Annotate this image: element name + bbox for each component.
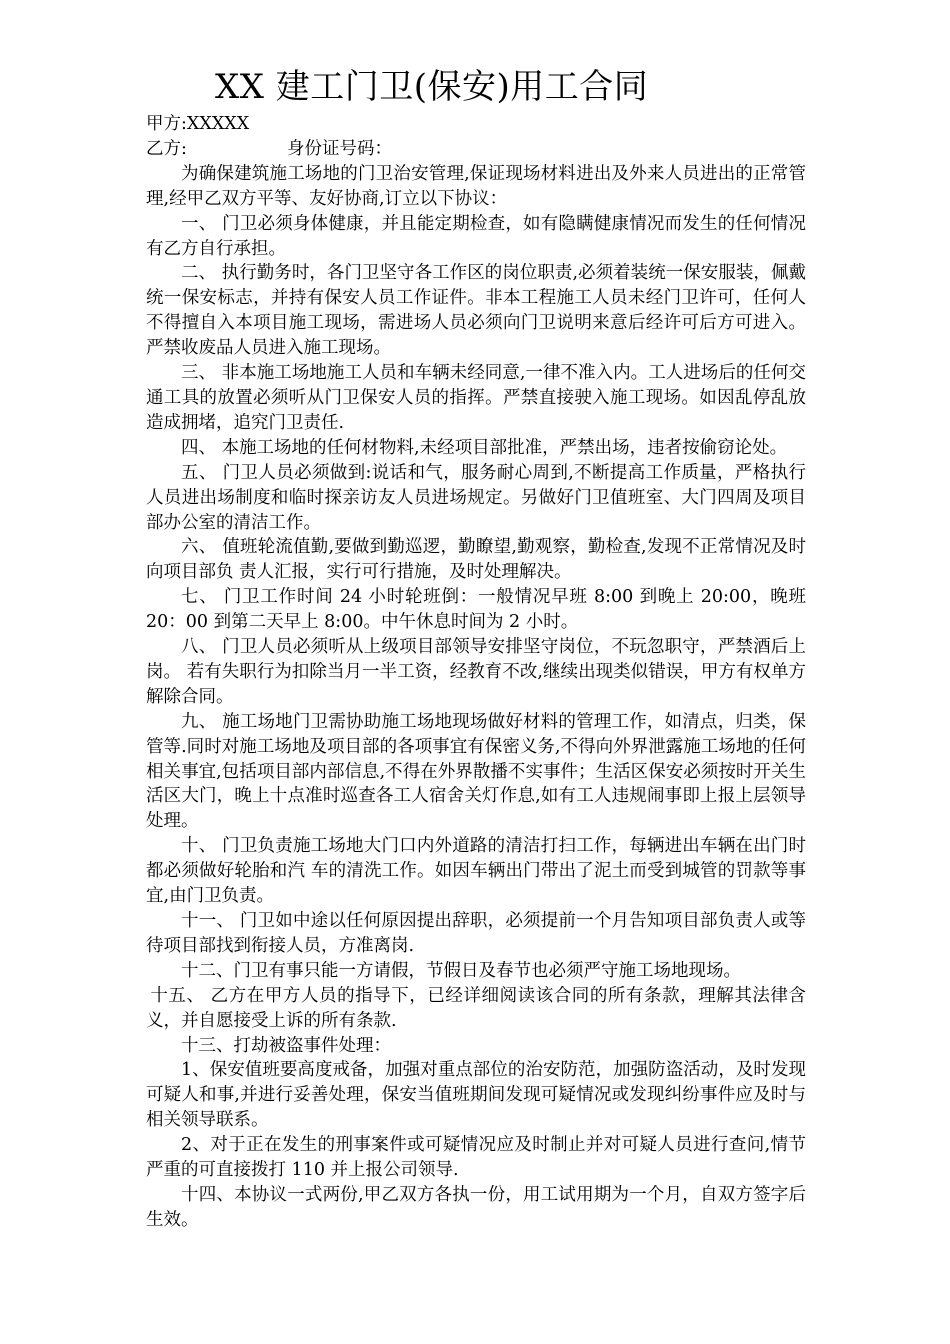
clause-2: 二、 执行勤务时，各门卫坚守各工作区的岗位职责,必须着装统一保安服装，佩戴统一保安标志，并持有保安人员工作证件。非本工程施工人员未经门卫许可，任何人不得擅自入本项目施工现场，需进场人员必须向门卫说明来意后经许可后方可进入。严禁收废品人员进入施工现场。 bbox=[146, 263, 806, 359]
clause-11: 十一、 门卫如中途以任何原因提出辞职，必须提前一个月告知项目部负责人或等待项目部找到衔接人员，方准离岗. bbox=[146, 911, 806, 956]
clause-5: 五、 门卫人员必须做到:说话和气，服务耐心周到,不断提高工作质量，严格执行人员进出场制度和临时探亲访友人员进场规定。另做好门卫值班室、大门四周及项目部办公室的清洁工作。 bbox=[146, 462, 806, 533]
party-a-line: 甲方:XXXXX bbox=[146, 114, 250, 134]
document-title: XX 建工门卫(保安)用工合同 bbox=[215, 67, 649, 107]
clause-14: 十四、本协议一式两份,甲乙双方各执一份，用工试用期为一个月，自双方签字后生效。 bbox=[146, 1184, 806, 1230]
party-b-line: 乙方: 身份证号码： bbox=[146, 138, 393, 159]
contract-body bbox=[146, 112, 806, 1233]
clause-13-item-2: 2、对于正在发生的刑事案件或可疑情况应及时制止并对可疑人员进行查问,情节严重的可直接拨打 110 并上报公司领导. bbox=[146, 1135, 806, 1181]
preamble-paragraph: 为确保建筑施工场地的门卫治安管理,保证现场材料进出及外来人员进出的正常管理,经甲乙双方平等、友好协商,订立以下协议： bbox=[146, 163, 806, 209]
clause-6: 六、 值班轮流值勤,要做到勤巡逻，勤瞭望,勤观察，勤检查,发现不正常情况及时向项目部负 责人汇报，实行可行措施，及时处理解决。 bbox=[146, 537, 806, 583]
clause-9: 九、 施工场地门卫需协助施工场地现场做好材料的管理工作，如清点，归类，保管等.同时对施工场地及项目部的各项事宜有保密义务,不得向外界泄露施工场地的任何相关事宜,包括项目部内部信息,不得在外界散播不实事件；生活区保安必须按时开关生活区大门，晚上十点准时巡查各工人宿舍关灯作息,如有工人违规闹事即上报上层领导处理。 bbox=[146, 711, 806, 832]
clause-15: 十五、 乙方在甲方人员的指导下，已经详细阅读该合同的所有条款，理解其法律含义，并自愿接受上诉的所有条款. bbox=[146, 985, 806, 1031]
clause-3: 三、 非本施工场地施工人员和车辆未经同意,一律不准入内。工人进场后的任何交通工具的放置必须听从门卫保安人员的指挥。严禁直接驶入施工现场。如因乱停乱放造成拥堵，追究门卫责任. bbox=[146, 363, 806, 433]
clause-12: 十二、门卫有事只能一方请假，节假日及春节也必须严守施工场地现场。 bbox=[181, 960, 741, 981]
clause-7: 七、 门卫工作时间 24 小时轮班倒：一般情况早班 8:00 到晚上 20:00，晚班 20：00 到第二天早上 8:00。中午休息时间为 2 小时。 bbox=[146, 587, 806, 633]
clause-13-heading: 十三、打劫被盗事件处理： bbox=[181, 1035, 391, 1056]
clause-13-item-1: 1、保安值班要高度戒备，加强对重点部位的治安防范，加强防盗活动，及时发现可疑人和事,并进行妥善处理，保安当值班期间发现可疑情况或发现纠纷事件应及时与相关领导联系。 bbox=[146, 1060, 806, 1131]
clause-1: 一、 门卫必须身体健康，并且能定期检查，如有隐瞒健康情况而发生的任何情况有乙方自行承担。 bbox=[146, 213, 806, 259]
clause-4: 四、 本施工场地的任何材物料,未经项目部批准，严禁出场，违者按偷窃论处。 bbox=[181, 437, 788, 458]
clause-8: 八、 门卫人员必须听从上级项目部领导安排坚守岗位，不玩忽职守，严禁酒后上岗。 若有失职行为扣除当月一半工资，经教育不改,继续出现类似错误，甲方有权单方解除合同。 bbox=[146, 637, 806, 707]
clause-10: 十、 门卫负责施工场地大门口内外道路的清洁打扫工作，每辆进出车辆在出门时都必须做好轮胎和汽 车的清洗工作。如因车辆出门带出了泥土而受到城管的罚款等事宜,由门卫负责。 bbox=[146, 836, 806, 907]
